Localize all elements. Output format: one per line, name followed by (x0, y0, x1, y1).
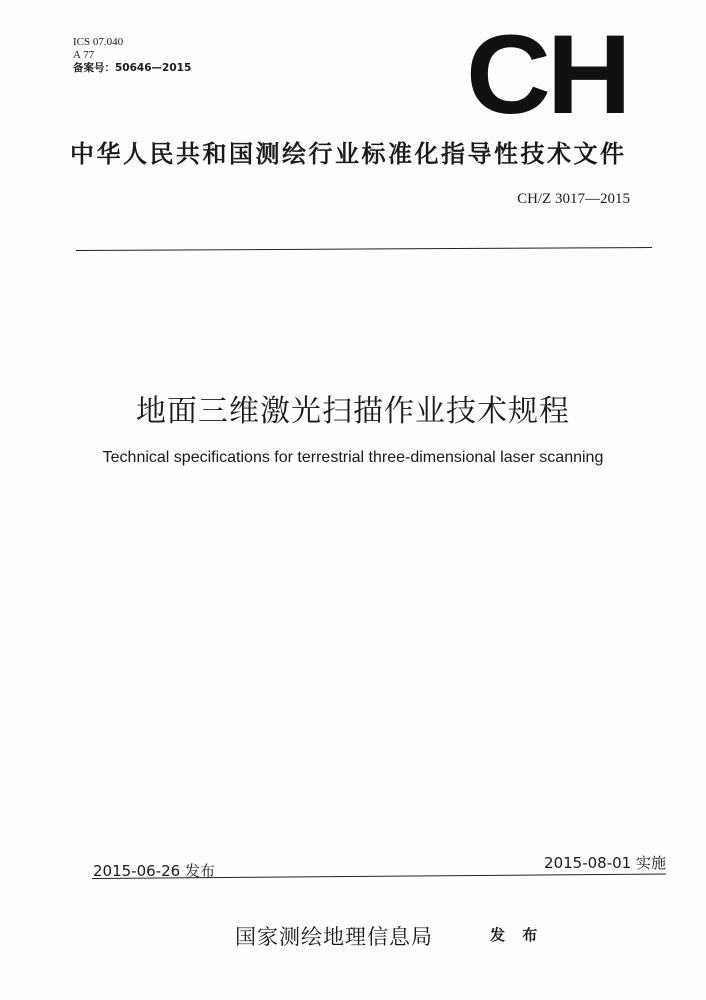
class-code: A 77 (73, 49, 95, 61)
implementation-date: 2015-08-01 实施 (544, 854, 666, 872)
series-title: 中华人民共和国测绘行业标准化指导性技术文件 (70, 140, 627, 168)
publisher-name: 国家测绘地理信息局 (235, 925, 433, 949)
issue-date: 2015-06-26 发布 (93, 862, 215, 880)
document-title-en: Technical specifications for terrestrial three-dimensional laser scanning (102, 449, 604, 466)
ics-code: ICS 07.040 (73, 36, 124, 48)
classification-block (73, 36, 191, 75)
record-number: 备案号：50646—2015 (73, 62, 192, 74)
document-title-zh: 地面三维激光扫描作业技术规程 (136, 394, 570, 429)
ch-logo: CH (466, 12, 628, 137)
top-divider (76, 247, 652, 251)
publish-label: 发 布 (490, 926, 544, 944)
standard-code: CH/Z 3017—2015 (517, 191, 630, 207)
